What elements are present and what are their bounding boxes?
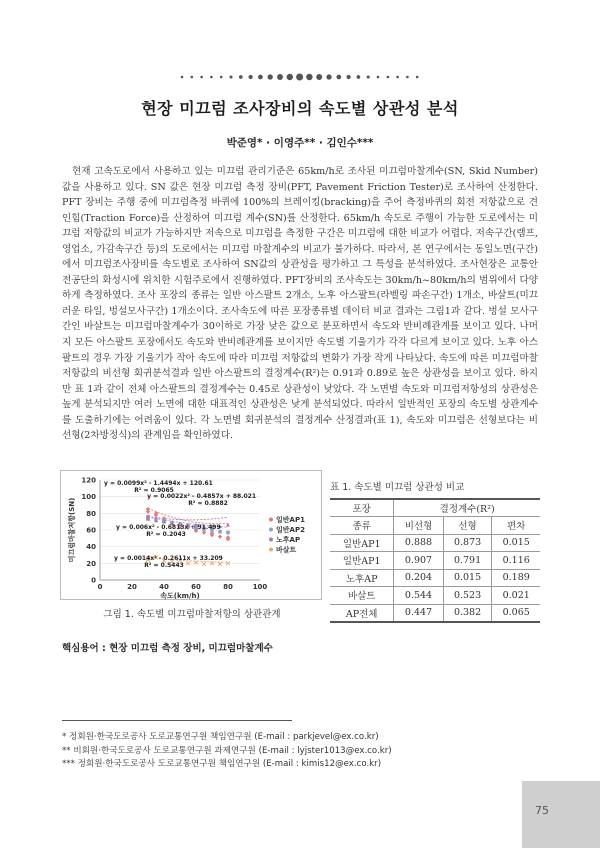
footnote-rule [62, 720, 292, 721]
footnote-3: *** 정회원·한국도로공사 도로교통연구원 책임연구원 (E-mail : kimis12@ex.co.kr) [62, 759, 382, 769]
header-pavement: 포장 [330, 499, 394, 517]
rule-dot [396, 76, 399, 79]
paper-title: 현장 미끄럼 조사장비의 속도별 상관성 분석 [141, 99, 459, 118]
rule-dot [287, 74, 293, 80]
table-row [330, 587, 540, 605]
x-tick-label: 40 [159, 583, 169, 591]
rule-dot [229, 75, 232, 78]
abstract-paragraph: 현재 고속도로에서 사용하고 있는 미끄럼 관리기준은 65km/h로 조사된 미끄럼마찰계수(SN, Skid Number)값을 사용하고 있다. SN 값은 현장 미끄럼 측정 장비(PFT, Pavement Friction Tester)로 조사하여 산정한다. PFT 장비는 주행 중에 미끄럼측정 바퀴에 100%의 브레이킹(bracking)을 주어 측정바퀴의 회전 저항값으로 견인힘(Traction Force)을 산정하여 미끄럼 계수(SN)를 산정한다. 65km/h 속도로 주행이 가능한 도로에서는 미끄럼 저항값의 비교가 가능하지만 저속으로 미끄럼을 측정한 구간은 미끄럼에 대한 비교가 어렵다. 저속구간(램프, 영업소, 가감속구간 등)의 도로에서는 미끄럼 마찰계수의 비교가 불가하다. 따라서, 본 연구에서는 동일노면(구간)에서 미끄럼조사장비를 속도별로 조사하여 SN값의 상관성을 평가하고 그 특성을 분석하였다. 조사현장은 교통안전공단의 화성시에 위치한 시험주로에서 진행하였다. PFT장비의 조사속도는 30km/h~80km/h의 범위에서 다양하게 측정하였다. 조사 포장의 종류는 일반 아스팔트 2개소, 노후 아스팔트(라벨링 파손구간) 1개소, 바살트(미끄러운 타일, 벙설모사구간) 1개소이다. 조사속도에 따른 포장종류별 데이터 비교 결과는 그림1과 같다. 벙설 모사구간인 바살트는 미끄럼마찰계수가 30이하로 가장 낮은 값으로 분포하면서 속도와 반비례관계를 보이고 있다. 나머지 모든 아스팔트 포장에서도 속도와 반비례관계를 보이지만 속도별 기울기가 각각 다르게 보이고 있다. 노후 아스팔트의 경우 가장 기울기가 작아 속도에 따라 미끄럼 저항값의 변화가 가장 작게 나타났다. 속도에 따른 미끄럼마찰저항값의 비선형 회귀분석결과 일반 아스팔트의 결정계수(R²)는 0.91과 0.89로 높은 상관성을 보이고 있다. 하지만 표 1과 같이 전체 아스팔트의 결정계수는 0.45로 상관성이 낮았다. 각 노면별 속도와 미끄럼저항성의 상관성은 높게 분석되지만 여러 노면에 대한 대표적인 상관성은 낮게 분석되었다. 따라서 일반적인 포장의 속도별 상관계수를 도출하기에는 어려움이 있다. 각 노면별 회귀분석의 결정계수 산정결과(표 1), 속도와 미끄럼은 선형보다는 비선형(2차방정식)의 관계임을 확인하였다. [62, 166, 538, 442]
cell-value: 0.447 [394, 604, 443, 622]
rule-dot [268, 74, 273, 79]
y-axis-label: 미끄럼마찰저항(SN) [68, 497, 76, 563]
row-label: 일반AP1 [330, 552, 394, 570]
cell-value: 0.021 [492, 587, 540, 605]
rule-dot [239, 75, 243, 79]
header-type: 종류 [330, 517, 394, 535]
legend-label: 일반AP1 [276, 516, 305, 524]
table-row [330, 552, 540, 570]
cell-value: 0.065 [492, 604, 540, 622]
rule-dot [357, 75, 361, 79]
cell-value: 0.382 [443, 604, 492, 622]
rule-dot [191, 76, 194, 79]
keywords: 핵심용어 : 현장 미끄럼 측정 장비, 미끄럼마찰계수 [62, 643, 273, 654]
cell-value: 0.888 [394, 534, 443, 552]
legend-label: 일반AP2 [276, 526, 305, 534]
rule-dot [210, 76, 213, 79]
cell-value: 0.873 [443, 534, 492, 552]
rule-dot [181, 76, 184, 79]
cell-value: 0.544 [394, 587, 443, 605]
cell-value: 0.907 [394, 552, 443, 570]
rule-dot [258, 75, 263, 80]
legend-marker [269, 538, 273, 542]
legend-marker [269, 518, 273, 522]
page-number: 75 [535, 804, 549, 817]
r2-label: R² = 0.5443 [144, 562, 184, 569]
rule-dot [296, 74, 303, 81]
y-tick-label: 120 [81, 476, 96, 485]
table-caption: 표 1. 속도별 미끄럼 상관성 비교 [330, 482, 465, 493]
y-tick-label: 20 [86, 559, 96, 568]
author-line: 박준영* · 이영주** · 김인수*** [226, 137, 374, 149]
legend-marker [269, 528, 273, 532]
equation-label: y = 0.0099x² - 1.4494x + 120.61 [104, 480, 213, 487]
cell-value: 0.204 [394, 569, 443, 587]
rule-dot [336, 75, 341, 80]
x-tick-label: 60 [191, 583, 201, 591]
row-label: 일반AP1 [330, 534, 394, 552]
footnote-2: ** 비회원·한국도로공사 도로교통연구원 과제연구원 (E-mail : lyjster1013@ex.co.kr) [62, 745, 392, 756]
rule-dot [406, 76, 409, 79]
footnote-1: * 정회원·한국도로공사 도로교통연구원 책임연구원 (E-mail : parkjevel@ex.co.kr) [62, 732, 379, 742]
r2-label: R² = 0.8882 [188, 500, 228, 507]
r2-label: R² = 0.2043 [146, 531, 186, 538]
footnotes [62, 731, 522, 772]
rule-dot [416, 76, 419, 79]
header-linear: 선형 [443, 517, 492, 535]
y-tick-label: 0 [91, 576, 96, 585]
legend-label: 노후AP [276, 536, 301, 544]
speed-friction-chart [60, 470, 322, 600]
equation-label: y = 0.006x² - 0.6813x + 91.499 [116, 524, 221, 531]
table-subheader-row [330, 517, 540, 535]
figure-caption: 그림 1. 속도별 미끄럼마찰저항의 상관관계 [103, 609, 281, 620]
y-tick-label: 40 [86, 543, 96, 552]
rule-dot [220, 76, 223, 79]
y-tick-label: 60 [86, 526, 96, 535]
cell-value: 0.523 [443, 587, 492, 605]
rule-dot [347, 75, 351, 79]
r2-label: R² = 0.9065 [134, 487, 174, 494]
table-header-row [330, 499, 540, 517]
rule-dot [277, 74, 283, 80]
cell-value: 0.116 [492, 552, 540, 570]
x-tick-label: 0 [97, 583, 103, 591]
x-tick-label: 80 [223, 583, 233, 591]
rule-dot [306, 74, 312, 80]
rule-dot [249, 75, 253, 79]
x-tick-label: 20 [127, 583, 137, 591]
decorative-dot-rule [0, 71, 600, 83]
header-deviation: 편차 [492, 517, 540, 535]
cell-value: 0.189 [492, 569, 540, 587]
rule-dot [377, 76, 380, 79]
header-r2-group: 결정계수(R²) [394, 499, 540, 517]
row-label: AP전체 [330, 604, 394, 622]
row-label: 바살트 [330, 587, 394, 605]
x-axis-label: 속도(km/h) [160, 592, 200, 600]
correlation-table [330, 498, 540, 623]
abstract-body [62, 164, 538, 444]
row-label: 노후AP [330, 569, 394, 587]
y-tick-label: 100 [81, 493, 96, 502]
legend-label: 바살트 [276, 546, 297, 554]
equation-label: y = 0.0014x² - 0.2611x + 33.209 [114, 555, 223, 562]
rule-dot [367, 75, 370, 78]
table-row [330, 604, 540, 622]
rule-dot [316, 74, 322, 80]
cell-value: 0.015 [492, 534, 540, 552]
rule-dot [200, 76, 203, 79]
cell-value: 0.791 [443, 552, 492, 570]
table-row [330, 569, 540, 587]
rule-dot [326, 74, 331, 79]
y-tick-label: 80 [86, 509, 96, 518]
legend-marker [269, 548, 273, 552]
x-tick-label: 100 [252, 583, 268, 591]
header-nonlinear: 비선형 [394, 517, 443, 535]
cell-value: 0.015 [443, 569, 492, 587]
table-row [330, 534, 540, 552]
equation-label: y = 0.0022x² - 0.4857x + 88.021 [147, 493, 256, 500]
data-point [226, 531, 230, 535]
rule-dot [387, 76, 390, 79]
